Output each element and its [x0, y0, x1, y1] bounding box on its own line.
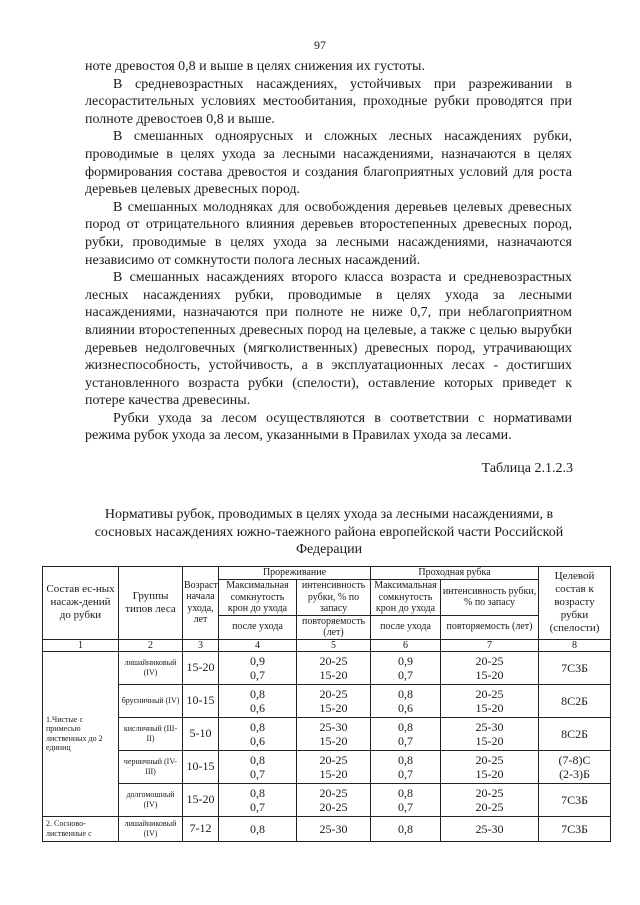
- max-density-thinning: 0,8 0,6: [219, 717, 297, 750]
- col-number: 3: [183, 639, 219, 651]
- header-row: [43, 567, 611, 580]
- start-age: 5-10: [183, 717, 219, 750]
- col-number: 6: [371, 639, 441, 651]
- header-thinning: Прореживание: [219, 567, 371, 580]
- max-density-passing: 0,9 0,7: [371, 651, 441, 684]
- max-density-thinning: 0,8: [219, 816, 297, 841]
- max-density-thinning: 0,8 0,6: [219, 684, 297, 717]
- max-density-thinning: 0,9 0,7: [219, 651, 297, 684]
- header-repeat: повторяемость (лет): [297, 615, 371, 639]
- table-row: [43, 783, 611, 816]
- norms-table: [42, 566, 611, 842]
- header-forest-types: Группы типов леса: [119, 567, 183, 640]
- target-composition: 8С2Б: [539, 684, 611, 717]
- header-repeat: повторяемость (лет): [441, 615, 539, 639]
- header-intensity: интенсивность рубки, % по запасу: [441, 580, 539, 616]
- table-row: [43, 717, 611, 750]
- paragraph: Рубки ухода за лесом осуществляются в соответствии с нормативами режима рубок ухода за лесом, указанными в Правилах ухода за лесами.: [85, 410, 572, 444]
- header-composition: Состав ес-ных насаж-дений до рубки: [43, 567, 119, 640]
- intensity-passing: 20-25 15-20: [441, 651, 539, 684]
- forest-type: брусничный (IV): [119, 684, 183, 717]
- paragraph: ноте древостоя 0,8 и выше в целях снижения их густоты.: [85, 59, 425, 74]
- col-number: 8: [539, 639, 611, 651]
- max-density-passing: 0,8 0,7: [371, 717, 441, 750]
- intensity-thinning: 20-25 15-20: [297, 651, 371, 684]
- target-composition: 7С3Б: [539, 783, 611, 816]
- target-composition: 7С3Б: [539, 651, 611, 684]
- col-number: 5: [297, 639, 371, 651]
- header-max-density: Максимальная сомкнутость крон до ухода: [219, 580, 297, 616]
- max-density-passing: 0,8 0,6: [371, 684, 441, 717]
- col-number: 4: [219, 639, 297, 651]
- start-age: 15-20: [183, 783, 219, 816]
- table-row: [43, 816, 611, 841]
- target-composition: 7С3Б: [539, 816, 611, 841]
- table-row: [43, 684, 611, 717]
- header-intensity: интенсивность рубки, % по запасу: [297, 580, 371, 616]
- table-title: Нормативы рубок, проводимых в целях ухода за лесными насаждениями, в сосновых насаждениях южно-таежного района европейской части Российской Федерации: [94, 507, 564, 558]
- max-density-passing: 0,8 0,7: [371, 783, 441, 816]
- paragraph: В средневозрастных насаждениях, устойчивых при разреживании в лесорастительных условиях местообитания, проходные рубки проводятся при полноте древостоев 0,8 и выше.: [85, 76, 572, 127]
- forest-type: кисличный (III-II): [119, 717, 183, 750]
- intensity-thinning: 25-30 15-20: [297, 717, 371, 750]
- col-number: 1: [43, 639, 119, 651]
- start-age: 15-20: [183, 651, 219, 684]
- header-after-care: после ухода: [371, 615, 441, 639]
- body-text: [85, 58, 572, 445]
- forest-type: лишайниковый (IV): [119, 651, 183, 684]
- table-label: Таблица 2.1.2.3: [481, 461, 573, 476]
- max-density-thinning: 0,8 0,7: [219, 750, 297, 783]
- col-number: 7: [441, 639, 539, 651]
- max-density-passing: 0,8: [371, 816, 441, 841]
- start-age: 7-12: [183, 816, 219, 841]
- paragraph: В смешанных насаждениях второго класса возраста и средневозрастных лесных насаждениях рубки, проводимые в целях ухода за лесными насаждениями, назначаются при полноте не ниже 0,7, при неблагоприятном влиянии второстепенных древесных пород на целевые, а также с целью вырубки деревьев недолговечных (мягколиственных) древесных пород, утрачивающих жизнеспособность, устойчивость, а в эксплуатационных лесах - достигших установленного возраста рубки (спелости), оставление которых приведет к потере качества древесины.: [85, 270, 572, 409]
- intensity-passing: 20-25 15-20: [441, 684, 539, 717]
- max-density-thinning: 0,8 0,7: [219, 783, 297, 816]
- header-start-age: Возраст начала ухода, лет: [183, 567, 219, 640]
- paragraph: В смешанных одноярусных и сложных лесных насаждениях рубки, проводимые в целях ухода за лесными насаждениями, назначаются в целях формирования состава древостоя и создания благоприятных условий для роста деревьев целевых древесных пород.: [85, 129, 572, 198]
- forest-type: черничный (IV-III): [119, 750, 183, 783]
- intensity-thinning: 25-30: [297, 816, 371, 841]
- header-target-composition: Целевой состав к возрасту рубки (спелости): [539, 567, 611, 640]
- intensity-thinning: 20-25 15-20: [297, 750, 371, 783]
- column-numbers-row: [43, 639, 611, 651]
- forest-type: долгомошный (IV): [119, 783, 183, 816]
- intensity-passing: 25-30: [441, 816, 539, 841]
- header-passing-cut: Проходная рубка: [371, 567, 539, 580]
- group-label: 1.Чистые с примесью лиственных до 2 единиц: [43, 651, 119, 816]
- target-composition: 8С2Б: [539, 717, 611, 750]
- intensity-thinning: 20-25 20-25: [297, 783, 371, 816]
- intensity-passing: 20-25 15-20: [441, 750, 539, 783]
- table-row: [43, 750, 611, 783]
- col-number: 2: [119, 639, 183, 651]
- header-max-density: Максимальная сомкнутость крон до ухода: [371, 580, 441, 616]
- max-density-passing: 0,8 0,7: [371, 750, 441, 783]
- page-number: 97: [314, 38, 326, 52]
- intensity-thinning: 20-25 15-20: [297, 684, 371, 717]
- start-age: 10-15: [183, 684, 219, 717]
- intensity-passing: 20-25 20-25: [441, 783, 539, 816]
- header-after-care: после ухода: [219, 615, 297, 639]
- intensity-passing: 25-30 15-20: [441, 717, 539, 750]
- start-age: 10-15: [183, 750, 219, 783]
- group-label: 2. Сосново-лиственные с: [43, 816, 119, 841]
- paragraph: В смешанных молодняках для освобождения деревьев целевых древесных пород от отрицательного влияния деревьев второстепенных древесных пород, рубки, проводимые в целях ухода за лесными насаждениями, назначаются независимо от сомкнутости полога лесных насаждений.: [85, 199, 572, 268]
- target-composition: (7-8)С (2-3)Б: [539, 750, 611, 783]
- table-row: [43, 651, 611, 684]
- forest-type: лишайниковый (IV): [119, 816, 183, 841]
